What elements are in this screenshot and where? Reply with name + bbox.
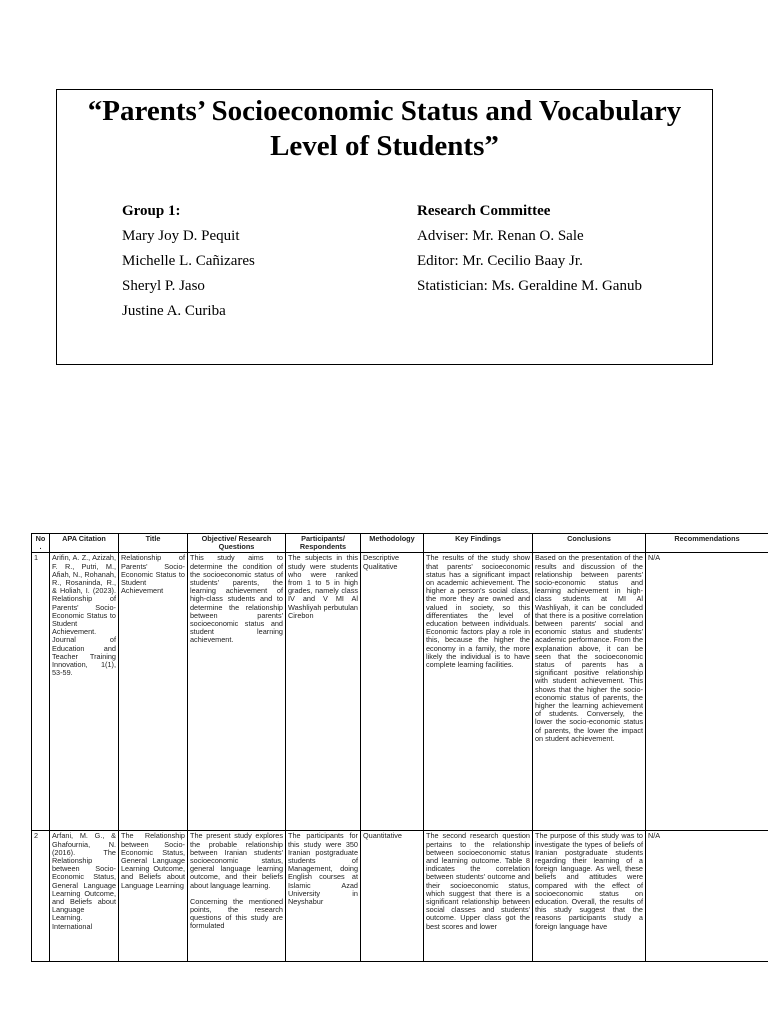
committee-member: Adviser: Mr. Renan O. Sale <box>417 228 584 244</box>
group-heading: Group 1: <box>122 203 181 219</box>
cell-no: 2 <box>32 831 50 962</box>
cell-objective <box>188 831 286 962</box>
group-member: Justine A. Curiba <box>122 303 226 319</box>
research-committee-block <box>417 199 642 299</box>
header-recommendations: Recommendations <box>646 534 768 553</box>
table-header-row <box>32 534 768 553</box>
committee-member: Editor: Mr. Cecilio Baay Jr. <box>417 253 583 269</box>
header-title: Title <box>119 534 188 553</box>
table-row <box>32 553 768 831</box>
cell-citation: Arifin, A. Z., Azizah, F. R., Putri, M., Afiah, N., Rohanah, R., Rosaninda, R., & Holiah, I. (2023). Relationship of Parents' Socio-Economic Status to Student Achievement. Journal of Education and Teacher Training Innovation, 1(1), 53-59. <box>50 553 119 831</box>
cell-citation: Arfani, M. G., & Ghafournia, N. (2016). The Relationship between Socio-Economic Status, General Language Learning Outcome, and Beliefs about Language Learning. International <box>50 831 119 962</box>
header-conclusions: Conclusions <box>533 534 646 553</box>
header-apa-citation: APA Citation <box>50 534 119 553</box>
cell-title: Relationship of Parents' Socio-Economic Status to Student Achievement <box>119 553 188 831</box>
header-key-findings: Key Findings <box>424 534 533 553</box>
header-no: No . <box>32 534 50 553</box>
cell-conclusions: The purpose of this study was to investigate the types of beliefs of Iranian postgraduate students regarding their learning of a foreign language. As well, these beliefs and attitudes were compared with the effect of socioeconomic status on education. Overall, the results of this study suggest that the reasons participants study a foreign language have <box>533 831 646 962</box>
cell-key-findings: The second research question pertains to the relationship between socioeconomic status and learning outcome. Table 8 indicates the correlation between students' outcome and their socioeconomic status, which suggest that there is a significant relationship between social classes and students' outcome. Upper class got the best scores and lower <box>424 831 533 962</box>
cell-methodology: Quantitative <box>361 831 424 962</box>
title-line-1: “Parents’ Socioeconomic Status and Vocabulary <box>87 95 682 127</box>
group-member: Sheryl P. Jaso <box>122 278 205 294</box>
literature-review-table <box>31 533 768 962</box>
objective-paragraph: The present study explores the probable relationship between Iranian students' socioeconomic status, general language learning outcome, and their beliefs about language learning. <box>190 831 283 890</box>
objective-paragraph: Concerning the mentioned points, the research questions of this study are formulated <box>190 896 283 931</box>
title-line-2: Level of Students” <box>270 130 499 162</box>
cell-conclusions: Based on the presentation of the results and discussion of the relationship between parents' socio-economic status and learning achievement in high-class students at MI Al Washliyah, it can be concluded that there is a positive correlation between parents' social and economic status and students' academic performance. From the explanation above, it can be seen that the socioeconomic status of parents has a significant positive relationship with student achievement. This shows that the higher the socio-economic status of parents, the higher the learning achievement of students. Conversely, the lower the socio-economic status of parents, the lower the impact on student achievement. <box>533 553 646 831</box>
cell-recommendations: N/A <box>646 553 768 831</box>
cell-participants: The participants for this study were 350 Iranian postgraduate students of Management, doing English courses at Islamic Azad University in Neyshabur <box>286 831 361 962</box>
cell-key-findings: The results of the study show that parents' socioeconomic status has a significant impact on academic achievement. The higher a person's social class, the more they are owned and valued in society, so this differentiates the level of education between individuals. Economic factors play a role in this, because the higher the economy in a family, the more likely the individual is to have complete learning facilities. <box>424 553 533 831</box>
header-methodology: Methodology <box>361 534 424 553</box>
cell-methodology: Descriptive Qualitative <box>361 553 424 831</box>
header-participants: Participants/ Respondents <box>286 534 361 553</box>
cell-no: 1 <box>32 553 50 831</box>
group-member: Michelle L. Cañizares <box>122 253 255 269</box>
cell-participants: The subjects in this study were students who were ranked from 1 to 5 in high grades, namely class IV and V MI Al Washliyah perbutulan Cirebon <box>286 553 361 831</box>
cell-recommendations: N/A <box>646 831 768 962</box>
table-row <box>32 831 768 962</box>
group-member: Mary Joy D. Pequit <box>122 228 240 244</box>
committee-member: Statistician: Ms. Geraldine M. Ganub <box>417 278 642 294</box>
cell-objective: This study aims to determine the condition of the socioeconomic status of students' parents, the learning achievement of high-class students and to determine the relationship between parents' socioeconomic status and student learning achievement. <box>188 553 286 831</box>
header-objective: Objective/ Research Questions <box>188 534 286 553</box>
committee-heading: Research Committee <box>417 203 551 219</box>
group-members-block <box>122 199 255 324</box>
cell-title: The Relationship between Socio-Economic Status, General Language Learning Outcome, and Beliefs about Language Learning <box>119 831 188 962</box>
research-title <box>57 94 712 164</box>
title-page-box <box>56 89 713 365</box>
